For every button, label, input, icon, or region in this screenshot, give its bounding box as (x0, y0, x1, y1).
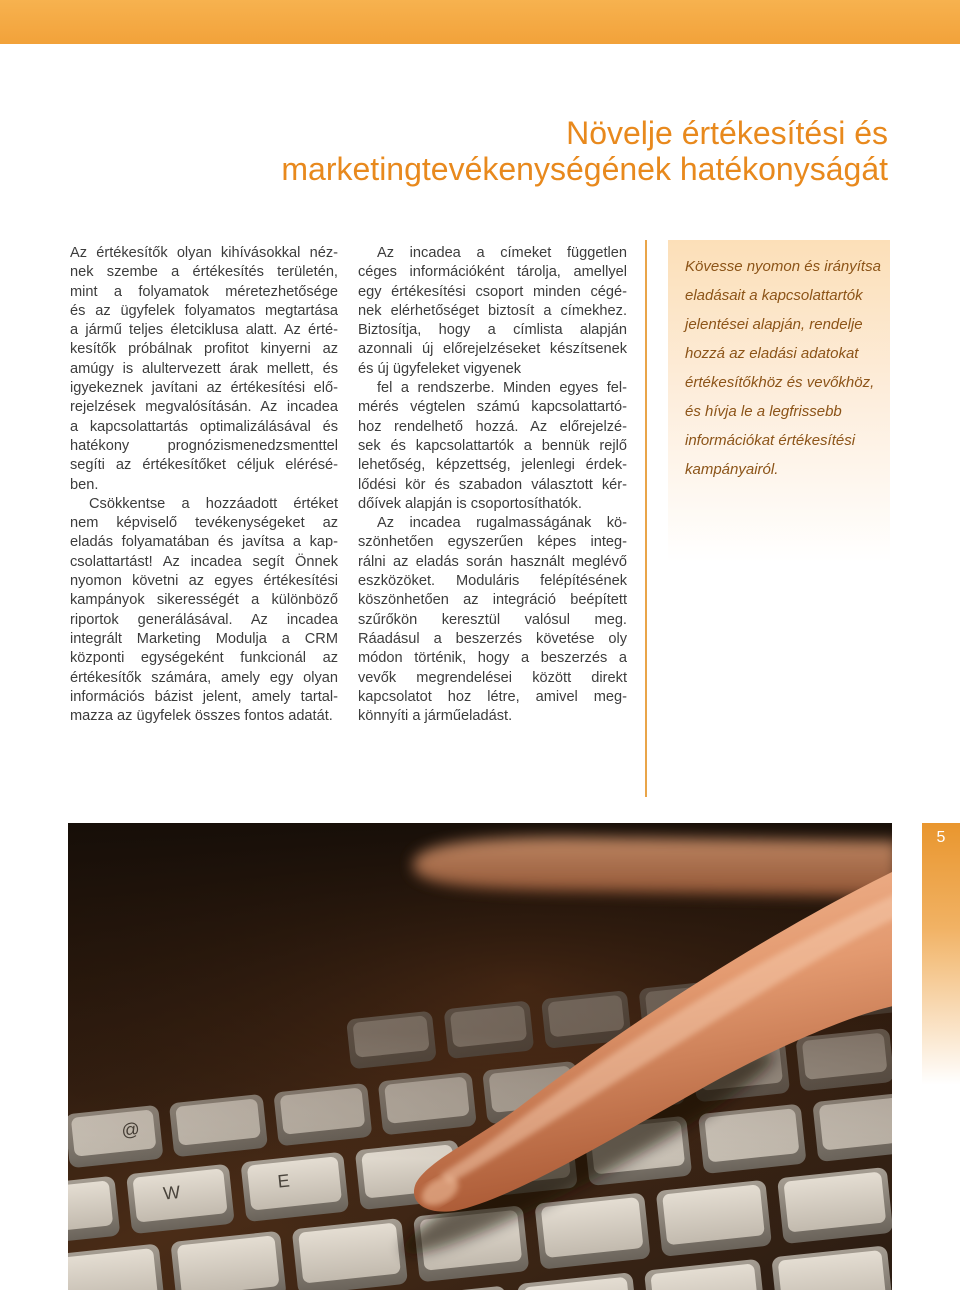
text-line: a jármű teljes életciklusa alatt. Az érté- (70, 322, 338, 339)
text-line: köszönhetően az integráció beépített (358, 592, 627, 609)
text-line: hatékony prognózismenedzsmenttel (70, 437, 338, 454)
text-line: eszközöket. Moduláris felépítésének (358, 573, 627, 590)
page-title-line-1: Növelje értékesítési és (566, 115, 888, 151)
page-title (168, 115, 888, 187)
text-line: amúgy is alultervezett árak mellett, és (70, 360, 338, 377)
text-line: igyekeznek javítani az értékesítési elő- (70, 380, 338, 397)
sidebar-line: információkat értékesítési (685, 432, 856, 449)
sidebar-callout (668, 240, 890, 562)
paragraph (70, 244, 338, 495)
text-line: azonnali új előrejelzéseket készítsenek (358, 341, 627, 358)
text-line: integrált Marketing Modulja a CRM (70, 630, 338, 647)
text-line: szűrőkön keresztül valósul meg. (358, 611, 627, 628)
text-line: kampányok sikerességét a különböző (70, 592, 338, 609)
keyboard-photo-illustration (68, 823, 892, 1290)
text-line: dőívek alapján is csoportosíthatók. (358, 495, 582, 512)
sidebar-line: eladásait a kapcsolattartók (685, 287, 863, 304)
text-line: központi egységeként funkcionál az (70, 650, 338, 667)
text-line: értékesítők számára, amely egy olyan (70, 669, 338, 686)
sidebar-text (685, 252, 885, 484)
sidebar-line: Kövesse nyomon és irányítsa (685, 258, 881, 275)
page-number: 5 (936, 829, 946, 846)
page-title-line-2: marketingtevékenységének hatékonyságát (281, 151, 888, 187)
text-line: rálni az eladás során használt meglévő (358, 553, 627, 570)
text-line: mazza az ügyfelek összes fontos adatát. (70, 708, 333, 725)
text-line: nek elérhetőséget biztosít a címekhez. (358, 302, 627, 319)
text-line: riportok generálásával. Az incadea (70, 611, 338, 628)
text-line: Az incadea rugalmasságának kö- (377, 515, 627, 532)
text-line: ben. (70, 476, 99, 493)
paragraph (358, 514, 627, 726)
text-line: egy értékesítési csoport minden cégé- (358, 283, 627, 300)
text-line: és az ügyfelek folyamatos megtartása (70, 302, 338, 319)
text-line: Ráadásul a beszerzés követése oly (358, 630, 627, 647)
paragraph (70, 495, 338, 727)
text-line: kesítők próbálnak profitot kinyerni az (70, 341, 338, 358)
text-line: nyomon követni az egyes értékesítési (70, 573, 338, 590)
text-line: lődési kör és szabadon választott kér- (358, 476, 627, 493)
text-line: Az incadea a címeket független (377, 245, 627, 261)
sidebar-line: kampányairól. (685, 461, 779, 478)
text-line: hoz rendelhető hozzá. Az előrejelzé- (358, 418, 627, 435)
vertical-divider (645, 240, 647, 797)
text-line: fel a rendszerbe. Minden egyes fel- (377, 380, 627, 397)
text-line: lehetőség, képzettség, jelenlegi érdek- (358, 457, 627, 474)
sidebar-line: jelentései alapján, rendelje (685, 316, 863, 333)
text-line: szönhetően egyszerűen képes integ- (358, 534, 627, 551)
text-line: és új ügyfeleket vigyenek (358, 360, 522, 377)
text-line: Az értékesítők olyan kihívásokkal néz- (70, 245, 338, 261)
text-line: csolattartást! Az incadea segít Önnek (70, 553, 338, 570)
text-line: rejelzések megvalósításán. Az incadea (70, 399, 338, 416)
sidebar-line: értékesítőkhöz és vevőkhöz, (685, 374, 875, 391)
text-line: céges információként tárolja, amellyel (358, 264, 627, 281)
keyboard-photo (68, 823, 892, 1290)
body-column-right (358, 244, 627, 726)
text-line: Csökkentse a hozzáadott értéket (89, 495, 338, 512)
text-line: eladás folyamatában és javítsa a kap- (70, 534, 338, 551)
sidebar-line: hozzá az eladási adatokat (685, 345, 859, 362)
text-line: sek és kapcsolattartók a bennük rejlő (358, 437, 627, 454)
paragraph (358, 379, 627, 514)
text-line: Biztosítja, hogy a címlista alapján (358, 322, 627, 339)
text-line: mérés végtelen számú kapcsolattartó- (358, 399, 627, 416)
paragraph (358, 244, 627, 379)
text-line: segíti az értékesítőket céljuk elérésé- (70, 457, 338, 474)
text-line: nek szembe a értékesítés területén, (70, 264, 338, 281)
page-number-tab (922, 823, 960, 1085)
text-line: mint a folyamatok méretezhetősége (70, 283, 338, 300)
sidebar-line: és hívja le a legfrissebb (685, 403, 842, 420)
text-line: könnyíti a járműeladást. (358, 708, 513, 725)
header-color-bar (0, 0, 960, 44)
text-line: vevők megrendelései között direkt (358, 669, 627, 686)
body-column-left (70, 244, 338, 726)
text-line: a kapcsolattartás optimalizálásával és (70, 418, 338, 435)
text-line: kapcsolatot hoz létre, amivel meg- (358, 688, 627, 705)
text-line: módon történik, hogy a beszerzés a (358, 650, 627, 667)
text-line: információs bázist jelent, amely tartal- (70, 688, 338, 705)
text-line: nem képviselő tevékenységeket az (70, 515, 338, 532)
